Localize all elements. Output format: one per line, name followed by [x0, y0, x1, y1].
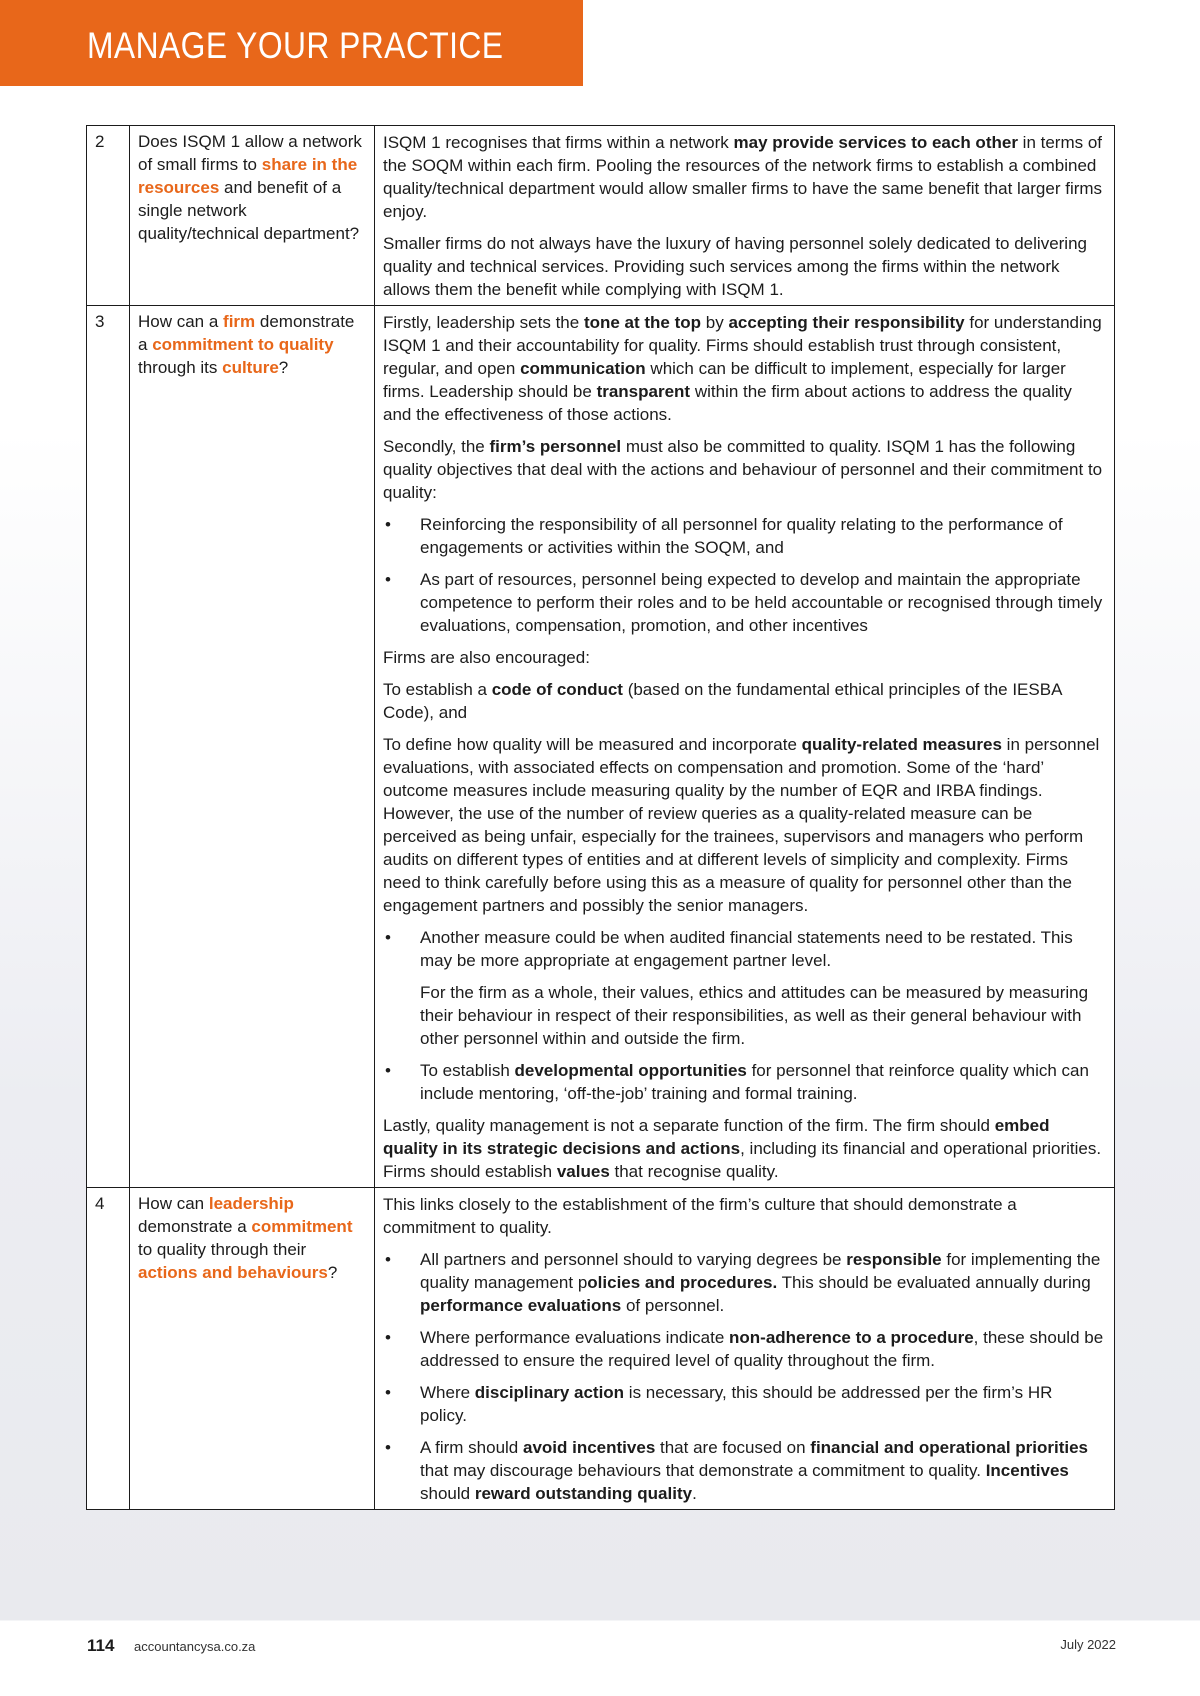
table-row	[87, 1188, 1115, 1510]
bullet-list	[383, 926, 1104, 1105]
question-cell: Does ISQM 1 allow a network of small firms to share in the resources and benefit of a single network quality/technical department?	[130, 126, 375, 306]
answer-paragraph: Lastly, quality management is not a separate function of the firm. The firm should embed quality in its strategic decisions and actions, including its financial and operational priorities. Firms should establish values that recognise quality.	[383, 1116, 1102, 1181]
list-item: • All partners and personnel should to varying degrees be responsible for implementing the quality management policies and procedures. This should be evaluated annually during performance evaluations of personnel.	[383, 1248, 1104, 1317]
answer-paragraph: ISQM 1 recognises that firms within a network may provide services to each other in terms of the SOQM within each firm. Pooling the resources of the network firms to establish a combined quality/technical department would allow smaller firms to have the same benefit that larger firms enjoy.	[383, 133, 1103, 221]
list-item: • Reinforcing the responsibility of all personnel for quality relating to the performance of engagements or activities within the SOQM, and	[383, 513, 1104, 559]
bullet-list	[383, 513, 1104, 637]
answer-paragraph: Firstly, leadership sets the tone at the top by accepting their responsibility for understanding ISQM 1 and their accountability for quality. Firms should establish trust through consistent, regular, and open communication which can be difficult to implement, especially for larger firms. Leadership should be transparent within the firm about actions to address the quality and the effectiveness of those actions.	[383, 313, 1102, 424]
answer-cell	[375, 306, 1115, 1188]
list-item: • To establish developmental opportunities for personnel that reinforce quality which can include mentoring, ‘off-the-job’ training and formal training.	[383, 1059, 1104, 1105]
list-item-continuation: For the firm as a whole, their values, ethics and attitudes can be measured by measuring their behaviour in respect of their responsibilities, as well as their general behaviour with other personnel within and outside the firm.	[420, 983, 1089, 1048]
list-item: • Another measure could be when audited financial statements need to be restated. This may be more appropriate at engagement partner level.	[383, 926, 1104, 972]
row-number: 2	[87, 126, 130, 306]
answer-paragraph: To establish a code of conduct (based on the fundamental ethical principles of the IESBA Code), and	[383, 680, 1062, 722]
answer-paragraph: Secondly, the firm’s personnel must also be committed to quality. ISQM 1 has the following quality objectives that deal with the actions and behaviour of personnel and their commitment to quality:	[383, 437, 1103, 502]
bullet-list	[383, 1248, 1104, 1505]
answer-paragraph: To define how quality will be measured and incorporate quality-related measures in personnel evaluations, with associated effects on compensation and promotion. Some of the ‘hard’ outcome measures include measuring quality by the number of EQR and IRBA findings. However, the use of the number of review queries as a quality-related measure can be perceived as being unfair, especially for the trainees, supervisors and managers who perform audits on different types of entities and at different levels of simplicity and complexity. Firms need to think carefully before using this as a measure of quality for personnel other than the engagement partners and possibly the senior managers.	[383, 735, 1100, 915]
answer-cell	[375, 126, 1115, 306]
answer-paragraph: Firms are also encouraged:	[383, 648, 590, 667]
list-item: • A firm should avoid incentives that are focused on financial and operational priorities that may discourage behaviours that demonstrate a commitment to quality. Incentives should reward outstanding quality.	[383, 1436, 1104, 1505]
row-number: 4	[87, 1188, 130, 1510]
page-number: 114	[87, 1636, 115, 1655]
table-row	[87, 306, 1115, 1188]
list-item: • Where disciplinary action is necessary, this should be addressed per the firm’s HR policy.	[383, 1381, 1104, 1427]
header-banner	[0, 0, 583, 86]
answer-cell	[375, 1188, 1115, 1510]
row-number: 3	[87, 306, 130, 1188]
section-title: MANAGE YOUR PRACTICE	[87, 25, 504, 66]
answer-paragraph: This links closely to the establishment of the firm’s culture that should demonstrate a commitment to quality.	[383, 1195, 1017, 1237]
footer-website: accountancysa.co.za	[134, 1639, 256, 1654]
question-cell: How can leadership demonstrate a commitment to quality through their actions and behaviours?	[130, 1188, 375, 1510]
qa-table	[86, 125, 1115, 1510]
answer-paragraph: Smaller firms do not always have the luxury of having personnel solely dedicated to delivering quality and technical services. Providing such services among the firms within the network allows them the benefit while complying with ISQM 1.	[383, 234, 1087, 299]
question-cell: How can a firm demonstrate a commitment to quality through its culture?	[130, 306, 375, 1188]
footer-date: July 2022	[1060, 1637, 1116, 1652]
list-item: • Where performance evaluations indicate non-adherence to a procedure, these should be addressed to ensure the required level of quality throughout the firm.	[383, 1326, 1104, 1372]
table-row	[87, 126, 1115, 306]
list-item: • As part of resources, personnel being expected to develop and maintain the appropriate competence to perform their roles and to be held accountable or recognised through timely evaluations, compensation, promotion, and other incentives	[383, 568, 1104, 637]
